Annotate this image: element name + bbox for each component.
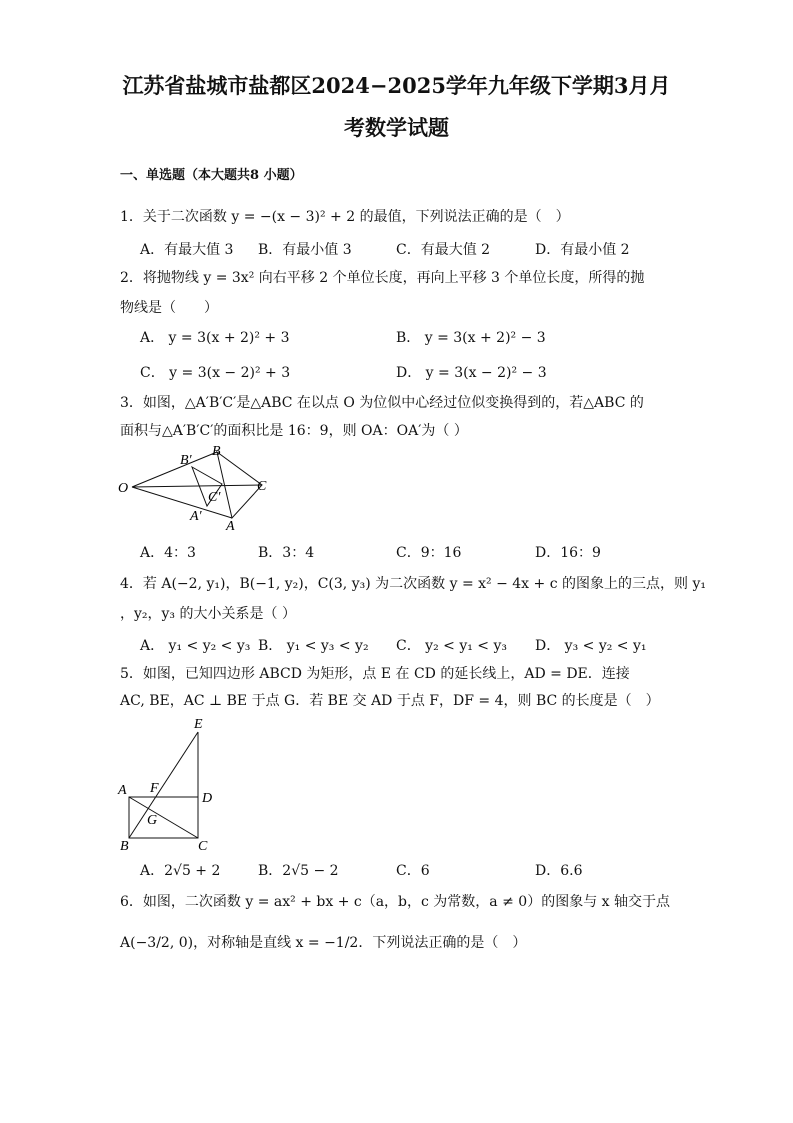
ray-ob: [132, 452, 217, 487]
label-b: B: [212, 444, 221, 459]
q2-option-d: D． y = 3(x − 2)² − 3: [396, 365, 547, 381]
label-a: A: [226, 519, 235, 534]
label-b: B: [120, 839, 129, 854]
label-a: A: [118, 783, 127, 798]
section-header: 一、单选题（本大题共8 小题）: [120, 168, 303, 183]
question-5-text-line2: AC, BE，AC ⊥ BE 于点 G．若 BE 交 AD 于点 F，DF = 4，则 BC 的长度是（ ）: [120, 693, 660, 709]
q4-option-b: B． y₁ < y₃ < y₂: [258, 638, 369, 654]
q5-option-c: C．6: [396, 863, 430, 879]
q2-option-c: C． y = 3(x − 2)² + 3: [140, 365, 291, 381]
q5-option-d: D．6.6: [535, 863, 583, 879]
label-c: C: [257, 479, 267, 494]
figure-q3-similar-triangles: [112, 442, 282, 534]
q3-option-a: A．4：3: [140, 545, 196, 561]
q1-option-a: A．有最大值 3: [140, 242, 234, 258]
question-6-text-line2: A(−3/2, 0)，对称轴是直线 x = −1/2．下列说法正确的是（ ）: [120, 935, 527, 951]
q5-option-a: A．2√5 + 2: [140, 863, 221, 879]
q5-option-b: B．2√5 − 2: [258, 863, 339, 879]
q1-option-b: B．有最小值 3: [258, 242, 352, 258]
question-2-text-line1: 2．将抛物线 y = 3x² 向右平移 2 个单位长度，再向上平移 3 个单位长度，所得的抛: [120, 270, 645, 286]
q1-option-d: D．有最小值 2: [535, 242, 630, 258]
question-2-text-line2: 物线是（ ）: [120, 300, 218, 316]
segment-be: [129, 732, 198, 838]
q3-option-d: D．16：9: [535, 545, 601, 561]
label-d: D: [202, 791, 213, 806]
question-3-text-line1: 3．如图，△A′B′C′是△ABC 在以点 O 为位似中心经过位似变换得到的，若△ABC 的: [120, 395, 644, 411]
label-f: F: [150, 781, 159, 796]
question-4-text-line2: ，y₂，y₃ 的大小关系是（ ）: [120, 606, 296, 622]
q4-option-a: A． y₁ < y₂ < y₃: [140, 638, 251, 654]
question-1-text: 1．关于二次函数 y = −(x − 3)² + 2 的最值，下列说法正确的是（ ）: [120, 209, 570, 225]
page-title-line1: 江苏省盐城市盐都区2024−2025学年九年级下学期3月月: [122, 73, 671, 98]
q2-option-a: A． y = 3(x + 2)² + 3: [140, 330, 290, 346]
page-title-line2: 考数学试题: [344, 115, 449, 140]
label-o: O: [118, 481, 129, 496]
label-e: E: [194, 717, 203, 732]
label-c: C: [198, 839, 208, 854]
question-3-text-line2: 面积与△A′B′C′的面积比是 16：9，则 OA：OA′为（ ）: [120, 423, 468, 439]
label-b-prime: B′: [180, 453, 192, 468]
q4-option-c: C． y₂ < y₁ < y₃: [396, 638, 507, 654]
q3-option-b: B．3：4: [258, 545, 315, 561]
question-6-text-line1: 6．如图，二次函数 y = ax² + bx + c（a，b，c 为常数，a ≠ 0）的图象与 x 轴交于点: [120, 894, 670, 910]
q4-option-d: D． y₃ < y₂ < y₁: [535, 638, 647, 654]
q2-option-b: B． y = 3(x + 2)² − 3: [396, 330, 546, 346]
question-4-text-line1: 4．若 A(−2, y₁)，B(−1, y₂)，C(3, y₃) 为二次函数 y = x² − 4x + c 的图象上的三点，则 y₁: [120, 576, 706, 592]
q1-option-c: C．有最大值 2: [396, 242, 491, 258]
q3-option-c: C．9：16: [396, 545, 462, 561]
question-5-text-line1: 5．如图，已知四边形 ABCD 为矩形，点 E 在 CD 的延长线上，AD = DE．连接: [120, 666, 630, 682]
ray-oc: [132, 485, 262, 487]
label-c-prime: C′: [208, 490, 221, 505]
label-a-prime: A′: [190, 509, 202, 524]
label-g: G: [147, 813, 158, 828]
segment-ac: [129, 797, 198, 838]
figure-q5-rectangle: [112, 712, 222, 854]
